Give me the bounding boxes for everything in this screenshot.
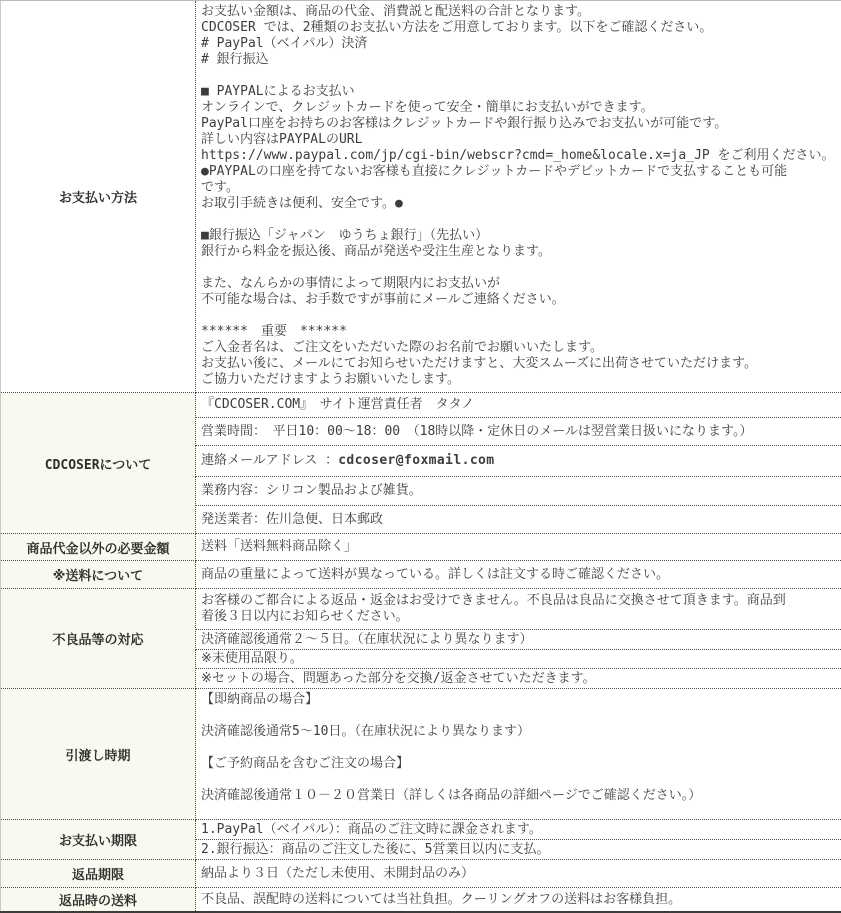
return-shipping-header: 返品時の送料 bbox=[1, 888, 196, 913]
contact-email: cdcoser@foxmail.com bbox=[338, 453, 494, 468]
about-site-owner: 『CDCOSER.COM』 サイト運営責任者 タタノ bbox=[196, 393, 841, 418]
defective-policy: お客様のご都合による返品・返金はお受けできません。不良品は良品に交換させて頂きます。商品到 着後３日以内にお知らせください。 bbox=[196, 589, 841, 630]
about-email-cell bbox=[196, 446, 841, 477]
defective-note-unused: ※未使用品限り。 bbox=[196, 650, 841, 669]
payment-deadline-paypal: 1.PayPal（ベイパル）：商品のご注文時に課金されます。 bbox=[196, 820, 841, 840]
delivery-header: 引渡し時期 bbox=[1, 689, 196, 820]
row-return-deadline bbox=[1, 860, 841, 888]
shipping-note-content: 商品の重量によって送料が異なっている。詳しくは註文する時ご確認ください。 bbox=[196, 561, 841, 589]
row-delivery bbox=[1, 689, 841, 820]
payment-method-header: お支払い方法 bbox=[1, 1, 196, 393]
defective-exchange-time: 決済確認後通常２～５日。（在庫状況により異なります） bbox=[196, 630, 841, 650]
row-shipping-note bbox=[1, 561, 841, 589]
row-payment-method bbox=[1, 1, 841, 393]
return-shipping-content: 不良品、誤配時の送料については当社負担。クーリングオフの送料はお客様負担。 bbox=[196, 888, 841, 913]
payment-deadline-header: お支払い期限 bbox=[1, 820, 196, 860]
about-business: 業務内容：シリコン製品および雑貨。 bbox=[196, 477, 841, 506]
payment-deadline-bank: 2.銀行振込：商品のご注文した後に、5営業日以内に支払。 bbox=[196, 840, 841, 860]
row-payment-deadline-paypal bbox=[1, 820, 841, 840]
extra-fees-header: 商品代金以外の必要金額 bbox=[1, 534, 196, 561]
about-shippers: 発送業者：佐川急便、日本郵政 bbox=[196, 506, 841, 534]
shipping-note-header: ※送料について bbox=[1, 561, 196, 589]
about-email-label: 連絡メールアドレス ： bbox=[201, 453, 338, 468]
delivery-content: 【即納商品の場合】 決済確認後通常5～10日。（在庫状況により異なります） 【ご予約商品を含むご注文の場合】 決済確認後通常１０－２０営業日（詳しくは各商品の詳細ページでご確認ください。） bbox=[196, 689, 841, 820]
row-about-site-owner bbox=[1, 393, 841, 418]
payment-method-content: お支払い金額は、商品の代金、消費説と配送料の合計となります。 CDCOSER では、2種類のお支払い方法をご用意しております。以下をご確認ください。 # PayPal（ベイパル）決済 # 銀行振込 ■ PAYPALによるお支払い オンラインで、クレジットカードを使って安全・簡単にお支払いができます。 PayPal口座をお持ちのお客様はクレジットカードや銀行振り込みでお支払いが可能です。 詳しい内容はPAYPALのURL https://www.paypal.com/jp/cgi-bin/webscr?cmd=_home&locale.x=ja_JP をご利用ください。 ●PAYPALの口座を持てないお客様も直接にクレジットカードやデビットカードで支払することも可能 です。 お取引手続きは便利、安全です。● ■銀行振込「ジャパン ゆうちょ銀行」（先払い） 銀行から料金を振込後、商品が発送や受注生産となります。 また、なんらかの事情によって期限内にお支払いが 不可能な場合は、お手数ですが事前にメールご連絡ください。 ****** 重要 ****** ご入金者名は、ご注文をいただいた際のお名前でお願いいたします。 お支払い後に、メールにてお知らせいただけますと、大変スムーズに出荷させていただけます。 ご協力いただけますようお願いいたします。 bbox=[196, 1, 841, 393]
row-extra-fees bbox=[1, 534, 841, 561]
about-header: CDCOSERについて bbox=[1, 393, 196, 534]
return-deadline-header: 返品期限 bbox=[1, 860, 196, 888]
defective-note-set: ※セットの場合、問題あった部分を交換/返金させていただきます。 bbox=[196, 669, 841, 689]
row-defective-policy bbox=[1, 589, 841, 630]
row-return-shipping bbox=[1, 888, 841, 913]
return-deadline-content: 納品より３日（ただし未使用、未開封品のみ） bbox=[196, 860, 841, 888]
about-hours: 営業時間： 平日10：00～18：00 （18時以降・定休日のメールは翌営業日扱いになります。） bbox=[196, 418, 841, 446]
defective-header: 不良品等の対応 bbox=[1, 589, 196, 689]
extra-fees-content: 送料「送料無料商品除く」 bbox=[196, 534, 841, 561]
